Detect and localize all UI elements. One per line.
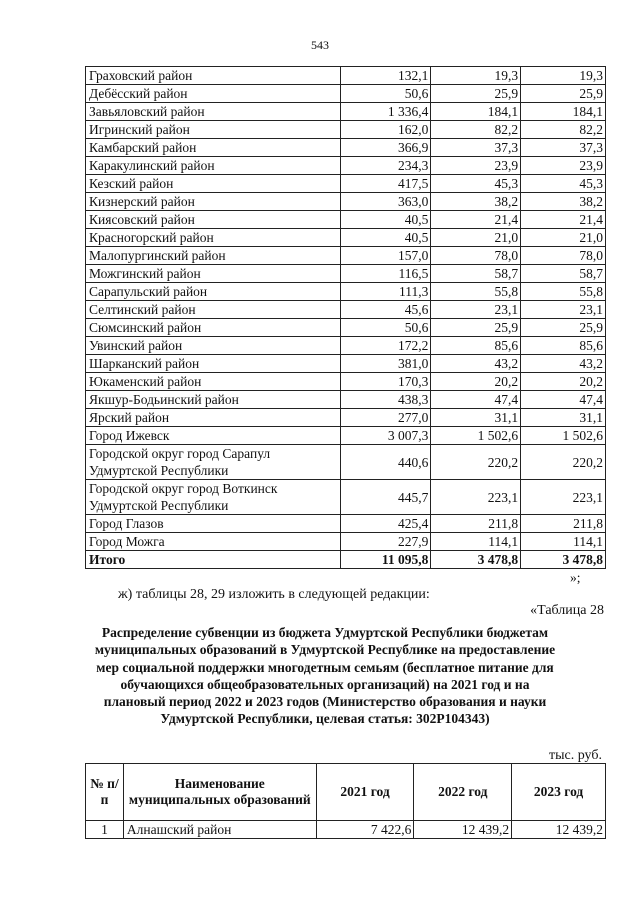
municipality-name: Селтинский район <box>86 301 341 319</box>
municipality-name: Город Ижевск <box>86 427 341 445</box>
value-2023: 25,9 <box>521 319 606 337</box>
subvention-table-continued <box>85 66 606 569</box>
value-2022: 21,0 <box>431 229 521 247</box>
municipality-name: Кизнерский район <box>86 193 341 211</box>
table-row <box>86 265 606 283</box>
value-2023: 220,2 <box>521 445 606 480</box>
table-row <box>86 391 606 409</box>
value-2021: 440,6 <box>340 445 431 480</box>
value-2023: 223,1 <box>521 480 606 515</box>
value-2023: 184,1 <box>521 103 606 121</box>
value-2023: 114,1 <box>521 533 606 551</box>
value-2023: 1 502,6 <box>521 427 606 445</box>
row-number: 1 <box>86 821 124 839</box>
value-2022: 55,8 <box>431 283 521 301</box>
value-2023: 19,3 <box>521 67 606 85</box>
header-2023: 2023 год <box>512 764 606 821</box>
value-2021: 116,5 <box>340 265 431 283</box>
closing-quote: »; <box>570 570 581 585</box>
municipality-name: Городской округ город Воткинск Удмуртской Республики <box>86 480 341 515</box>
value-2021: 7 422,6 <box>316 821 414 839</box>
table-row <box>86 229 606 247</box>
page-number: 543 <box>311 38 329 52</box>
value-2022: 47,4 <box>431 391 521 409</box>
total-2023: 3 478,8 <box>521 551 606 569</box>
table-row <box>86 193 606 211</box>
value-2021: 425,4 <box>340 515 431 533</box>
municipality-name: Каракулинский район <box>86 157 341 175</box>
municipality-name: Город Можга <box>86 533 341 551</box>
table-28 <box>85 763 606 839</box>
value-2023: 47,4 <box>521 391 606 409</box>
value-2022: 223,1 <box>431 480 521 515</box>
value-2023: 85,6 <box>521 337 606 355</box>
value-2022: 211,8 <box>431 515 521 533</box>
table-row <box>86 821 606 839</box>
value-2023: 21,4 <box>521 211 606 229</box>
municipality-name: Шарканский район <box>86 355 341 373</box>
table-row <box>86 283 606 301</box>
municipality-name: Можгинский район <box>86 265 341 283</box>
municipality-name: Сарапульский район <box>86 283 341 301</box>
municipality-name: Граховский район <box>86 67 341 85</box>
table-row <box>86 427 606 445</box>
table-row <box>86 533 606 551</box>
value-2022: 220,2 <box>431 445 521 480</box>
value-2021: 445,7 <box>340 480 431 515</box>
value-2021: 3 007,3 <box>340 427 431 445</box>
municipality-name: Малопургинский район <box>86 247 341 265</box>
table-row <box>86 480 606 515</box>
value-2023: 25,9 <box>521 85 606 103</box>
value-2022: 23,1 <box>431 301 521 319</box>
table-row <box>86 121 606 139</box>
table-row <box>86 301 606 319</box>
table-row <box>86 355 606 373</box>
value-2022: 184,1 <box>431 103 521 121</box>
total-2021: 11 095,8 <box>340 551 431 569</box>
table-row <box>86 139 606 157</box>
municipality-name: Камбарский район <box>86 139 341 157</box>
value-2022: 37,3 <box>431 139 521 157</box>
total-row <box>86 551 606 569</box>
municipality-name: Завьяловский район <box>86 103 341 121</box>
header-number: № п/п <box>86 764 124 821</box>
value-2023: 78,0 <box>521 247 606 265</box>
value-2022: 20,2 <box>431 373 521 391</box>
value-2023: 23,9 <box>521 157 606 175</box>
unit-label: тыс. руб. <box>549 748 602 763</box>
table-row <box>86 85 606 103</box>
value-2023: 12 439,2 <box>512 821 606 839</box>
municipality-name: Киясовский район <box>86 211 341 229</box>
value-2022: 82,2 <box>431 121 521 139</box>
value-2022: 45,3 <box>431 175 521 193</box>
municipality-name: Дебёсский район <box>86 85 341 103</box>
value-2023: 58,7 <box>521 265 606 283</box>
table-row <box>86 373 606 391</box>
value-2022: 1 502,6 <box>431 427 521 445</box>
value-2022: 85,6 <box>431 337 521 355</box>
value-2023: 55,8 <box>521 283 606 301</box>
value-2021: 366,9 <box>340 139 431 157</box>
amendment-text: ж) таблицы 28, 29 изложить в следующей редакции: <box>118 587 430 602</box>
value-2021: 234,3 <box>340 157 431 175</box>
table-row <box>86 409 606 427</box>
value-2021: 162,0 <box>340 121 431 139</box>
value-2021: 132,1 <box>340 67 431 85</box>
table-row <box>86 103 606 121</box>
value-2021: 227,9 <box>340 533 431 551</box>
value-2021: 438,3 <box>340 391 431 409</box>
table-row <box>86 247 606 265</box>
value-2021: 172,2 <box>340 337 431 355</box>
value-2021: 381,0 <box>340 355 431 373</box>
value-2022: 23,9 <box>431 157 521 175</box>
municipality-name: Алнашский район <box>123 821 316 839</box>
value-2023: 38,2 <box>521 193 606 211</box>
value-2022: 25,9 <box>431 85 521 103</box>
table-row <box>86 211 606 229</box>
value-2021: 40,5 <box>340 229 431 247</box>
header-2021: 2021 год <box>316 764 414 821</box>
total-label: Итого <box>86 551 341 569</box>
value-2023: 31,1 <box>521 409 606 427</box>
value-2021: 363,0 <box>340 193 431 211</box>
table-row <box>86 67 606 85</box>
value-2023: 82,2 <box>521 121 606 139</box>
value-2022: 31,1 <box>431 409 521 427</box>
value-2022: 43,2 <box>431 355 521 373</box>
municipality-name: Увинский район <box>86 337 341 355</box>
value-2023: 23,1 <box>521 301 606 319</box>
table-row <box>86 319 606 337</box>
municipality-name: Якшур-Бодьинский район <box>86 391 341 409</box>
table-row <box>86 337 606 355</box>
value-2021: 277,0 <box>340 409 431 427</box>
value-2023: 20,2 <box>521 373 606 391</box>
value-2021: 40,5 <box>340 211 431 229</box>
value-2022: 58,7 <box>431 265 521 283</box>
header-2022: 2022 год <box>414 764 512 821</box>
table-row <box>86 175 606 193</box>
municipality-name: Игринский район <box>86 121 341 139</box>
total-2022: 3 478,8 <box>431 551 521 569</box>
value-2022: 38,2 <box>431 193 521 211</box>
table-header-row <box>86 764 606 821</box>
value-2022: 78,0 <box>431 247 521 265</box>
municipality-name: Ярский район <box>86 409 341 427</box>
table-row <box>86 445 606 480</box>
municipality-name: Городской округ город Сарапул Удмуртской Республики <box>86 445 341 480</box>
value-2022: 21,4 <box>431 211 521 229</box>
value-2023: 43,2 <box>521 355 606 373</box>
value-2021: 50,6 <box>340 85 431 103</box>
value-2022: 12 439,2 <box>414 821 512 839</box>
value-2023: 211,8 <box>521 515 606 533</box>
value-2023: 45,3 <box>521 175 606 193</box>
value-2021: 170,3 <box>340 373 431 391</box>
value-2022: 25,9 <box>431 319 521 337</box>
value-2021: 45,6 <box>340 301 431 319</box>
value-2022: 114,1 <box>431 533 521 551</box>
value-2022: 19,3 <box>431 67 521 85</box>
value-2021: 1 336,4 <box>340 103 431 121</box>
value-2023: 37,3 <box>521 139 606 157</box>
table-label: «Таблица 28 <box>530 603 604 618</box>
value-2021: 157,0 <box>340 247 431 265</box>
value-2021: 50,6 <box>340 319 431 337</box>
value-2021: 111,3 <box>340 283 431 301</box>
municipality-name: Красногорский район <box>86 229 341 247</box>
value-2023: 21,0 <box>521 229 606 247</box>
table-row <box>86 157 606 175</box>
municipality-name: Кезский район <box>86 175 341 193</box>
municipality-name: Юкаменский район <box>86 373 341 391</box>
municipality-name: Сюмсинский район <box>86 319 341 337</box>
header-name: Наименование муниципальных образований <box>123 764 316 821</box>
value-2021: 417,5 <box>340 175 431 193</box>
table-row <box>86 515 606 533</box>
municipality-name: Город Глазов <box>86 515 341 533</box>
table-title: Распределение субвенции из бюджета Удмуртской Республики бюджетам муниципальных образований в Удмуртской Республике на предоставление мер социальной поддержки многодетным семьям (бесплатное питание для обучающихся общеобразовательных организаций) на 2021 год и на плановый период 2022 и 2023 годов (Министерство образования и науки Удмуртской Республики, целевая статья: 302P104343) <box>94 625 556 727</box>
